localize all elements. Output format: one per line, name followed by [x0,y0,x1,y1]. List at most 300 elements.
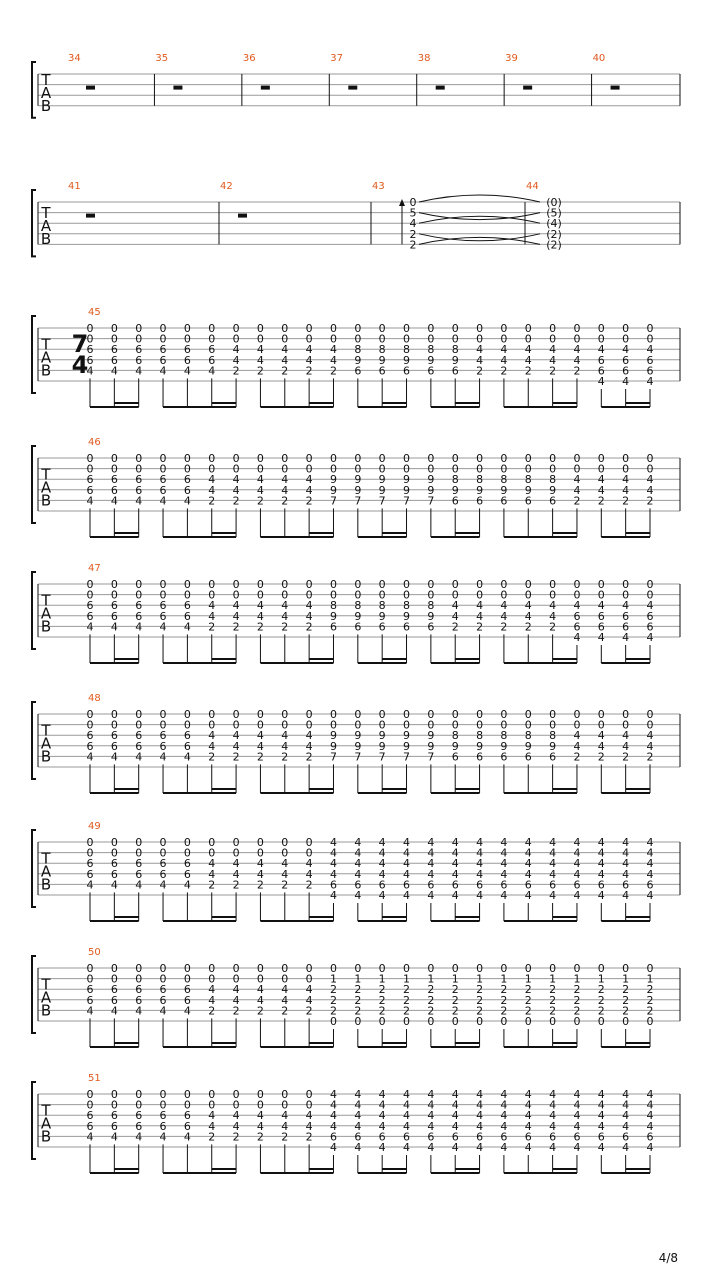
fret-number: 0 [183,962,191,975]
fret-number: 0 [597,322,605,335]
fret-number: 4 [208,739,216,753]
fret-number: 6 [208,343,216,357]
fret-number: 4 [573,867,581,881]
fret-number: 0 [622,708,630,721]
fret-number: 0 [208,452,216,465]
system-bracket [32,830,36,907]
fret-number: 4 [549,1119,557,1133]
fret-number: 4 [256,609,264,623]
fret-number: 6 [159,729,167,743]
fret-number: 6 [622,620,630,634]
fret-number: 4 [329,343,337,357]
fret-number: 0 [135,718,143,732]
fret-number: 6 [159,609,167,623]
fret-number: 4 [403,1109,411,1123]
fret-number: 4 [451,609,459,623]
fret-number: 9 [451,353,459,367]
fret-number: 1 [329,972,337,986]
fret-number: 6 [549,878,557,892]
fret-number: 8 [476,729,484,743]
fret-number: 4 [305,857,313,871]
fret-number: 4 [305,473,313,487]
fret-number: 0 [305,962,313,975]
fret-number: 0 [500,578,508,591]
fret-number: 4 [476,353,484,367]
fret-number: 0 [549,452,557,465]
fret-number: 2 [354,1004,362,1018]
fret-number: 4 [451,867,459,881]
fret-number: 0 [256,588,264,602]
fret-number: 0 [476,962,484,975]
fret-number: 0 [427,962,435,975]
fret-number: 0 [281,452,289,465]
tab-clef-letter: T [41,204,51,223]
fret-number: 0 [427,708,435,721]
tab-clef-letter: A [40,348,52,367]
fret-number: 9 [427,483,435,497]
fret-number: 8 [524,729,532,743]
fret-number: 7 [427,750,435,764]
fret-number: 4 [281,343,289,357]
fret-number: 4 [329,857,337,871]
fret-number: 0 [232,972,240,986]
tab-clef-letter: B [40,491,52,510]
fret-number: 9 [427,353,435,367]
whole-rest [238,214,247,218]
fret-number: 4 [622,343,630,357]
fret-number: 0 [451,322,459,335]
fret-number: 0 [208,578,216,591]
fret-number: 4 [573,1109,581,1123]
fret-number: 0 [622,322,630,335]
fret-number: 0 [597,1015,605,1028]
fret-number: 0 [281,332,289,346]
fret-number: 0 [500,322,508,335]
fret-number: 4 [646,343,654,357]
fret-number: 2 [256,620,264,634]
fret-number: 6 [159,1109,167,1123]
fret-number: 0 [549,718,557,732]
tab-clef-letter: B [40,747,52,766]
fret-number: 9 [378,483,386,497]
fret-number: 4 [646,739,654,753]
fret-number: 9 [329,609,337,623]
fret-number: 4 [305,483,313,497]
fret-number: 4 [427,1088,435,1101]
fret-number: 4 [476,1109,484,1123]
fret-number: 6 [86,857,94,871]
fret-number: 4 [622,846,630,860]
fret-number: 4 [208,1119,216,1133]
fret-number: 0 [403,588,411,602]
fret-number: 0 [183,462,191,476]
fret-number: 2 [524,993,532,1007]
fret-number: 4 [110,1130,118,1144]
measure-number: 49 [88,821,101,832]
fret-number: 0 [597,708,605,721]
fret-number: 0 [500,718,508,732]
fret-number: 0 [305,578,313,591]
fret-number: 2 [573,983,581,997]
fret-number: 6 [183,983,191,997]
fret-number: 4 [524,343,532,357]
fret-number: 0 [135,1088,143,1101]
fret-number: 1 [476,972,484,986]
fret-number: 0 [232,846,240,860]
fret-number: 4 [549,836,557,849]
fret-number: 6 [183,599,191,613]
whole-rest [436,86,445,90]
fret-number: 4 [110,878,118,892]
fret-number: 6 [524,750,532,764]
fret-number: 0 [86,578,94,591]
fret-number: 2 [305,364,313,378]
fret-number: 4 [622,836,630,849]
fret-number: 2 [451,993,459,1007]
fret-number: 6 [86,729,94,743]
fret-number: 0 [159,588,167,602]
fret-number: 6 [354,1130,362,1144]
fret-number: 0 [135,972,143,986]
fret-number: 6 [427,878,435,892]
fret-number: 4 [232,983,240,997]
fret-number: 6 [159,857,167,871]
fret-number: 1 [500,972,508,986]
fret-number: 6 [500,1130,508,1144]
fret-number: 0 [232,332,240,346]
fret-number: 0 [524,718,532,732]
fret-number: 2 [646,1004,654,1018]
fret-number: 0 [208,1088,216,1101]
fret-number: 0 [183,1098,191,1112]
fret-number: 2 [597,494,605,508]
fret-number: 2 [549,983,557,997]
fret-number: 4 [622,473,630,487]
fret-number: 6 [110,353,118,367]
fret-number: 6 [597,620,605,634]
fret-number: 0 [451,962,459,975]
fret-number: 6 [86,473,94,487]
fret-number: 0 [256,846,264,860]
fret-number: 0 [329,332,337,346]
fret-number: 0 [110,452,118,465]
fret-number: 6 [86,343,94,357]
fret-number: 2 [573,993,581,1007]
fret-number: 9 [451,483,459,497]
fret-number: 6 [110,609,118,623]
fret-number: 4 [378,1119,386,1133]
fret-number: 2 [329,1004,337,1018]
fret-number: 2 [232,620,240,634]
fret-number: 4 [622,729,630,743]
fret-number: 4 [646,483,654,497]
fret-number: 2 [232,878,240,892]
fret-number: 4 [232,609,240,623]
fret-number: 0 [256,462,264,476]
fret-number: 4 [403,867,411,881]
measure-number: 40 [592,53,606,64]
fret-number: 2 [622,750,630,764]
fret-number: 2 [597,993,605,1007]
fret-number: 4 [110,750,118,764]
fret-number: 0 [135,462,143,476]
fret-number: 6 [86,739,94,753]
fret-number: 0 [183,708,191,721]
fret-number: 0 [281,1088,289,1101]
fret-number: 4 [451,1088,459,1101]
fret-number: 0 [451,578,459,591]
fret-number: 0 [329,1015,337,1028]
fret-number: 2 [256,878,264,892]
fret-number: 6 [183,1119,191,1133]
fret-number: 4 [451,1119,459,1133]
fret-number: 2 [573,364,581,378]
fret-number: 4 [597,473,605,487]
fret-number: 6 [476,750,484,764]
fret-number: 2 [500,993,508,1007]
fret-number: 9 [378,739,386,753]
fret-number: 9 [354,729,362,743]
fret-number: 0 [281,718,289,732]
fret-number: 0 [329,452,337,465]
fret-number: 0 [403,322,411,335]
fret-number: 2 [329,993,337,1007]
fret-number: 6 [378,364,386,378]
fret-number: 4 [500,609,508,623]
measure-number: 39 [505,53,518,64]
fret-number: 2 [378,993,386,1007]
fret-number: 4 [305,353,313,367]
fret-number: 0 [354,462,362,476]
fret-number: 0 [427,1015,435,1028]
fret-number: 0 [329,462,337,476]
fret-number: 0 [524,1015,532,1028]
fret-number: 0 [403,452,411,465]
fret-number: 4 [597,729,605,743]
fret-number: 4 [500,1088,508,1101]
fret-number: 0 [305,452,313,465]
fret-number: 4 [329,1119,337,1133]
fret-number: 4 [500,1119,508,1133]
fret-number: 2 [256,364,264,378]
tab-clef-letter: A [40,734,52,753]
fret-number: 0 [159,322,167,335]
fret-number: 0 [232,322,240,335]
page-number-text: 4/8 [658,1251,678,1265]
fret-number: 0 [86,962,94,975]
fret-number: 0 [232,1088,240,1101]
fret-number: 8 [476,473,484,487]
fret-number: 9 [549,483,557,497]
fret-number: 0 [208,836,216,849]
fret-number: 0 [378,578,386,591]
fret-number: 4 [597,343,605,357]
fret-number: 6 [110,867,118,881]
fret-number: 0 [86,972,94,986]
fret-number: 4 [500,846,508,860]
fret-number: 4 [354,836,362,849]
fret-number: 6 [500,750,508,764]
fret-number: 6 [110,729,118,743]
fret-number: 4 [573,473,581,487]
fret-number: 4 [597,1109,605,1123]
fret-number: 2 [549,1004,557,1018]
fret-number: 6 [500,494,508,508]
fret-number: 4 [646,1119,654,1133]
fret-number: 0 [354,718,362,732]
fret-number: 4 [524,857,532,871]
fret-number: 4 [549,1088,557,1101]
fret-number: 4 [646,1098,654,1112]
tab-clef-letter: B [40,361,52,380]
fret-number: 4 [451,1109,459,1123]
fret-number: 9 [476,739,484,753]
fret-number: 4 [549,1098,557,1112]
fret-number: 4 [305,1119,313,1133]
fret-number: 4 [476,867,484,881]
fret-number: 2 [476,620,484,634]
fret-number: 0 [646,962,654,975]
fret-number: 8 [403,599,411,613]
tab-clef-letter: T [41,591,51,610]
fret-number: 4 [378,867,386,881]
fret-number: 4 [573,1088,581,1101]
fret-number: 6 [597,353,605,367]
fret-number: 4 [427,1109,435,1123]
fret-number: 4 [403,857,411,871]
fret-number: 0 [281,322,289,335]
measure-number: 37 [330,53,344,64]
fret-number: 4 [378,1098,386,1112]
fret-number: 2 [329,983,337,997]
fret-number: 2 [305,620,313,634]
fret-number: 4 [232,1119,240,1133]
fret-number: 0 [183,578,191,591]
fret-number: 0 [354,962,362,975]
fret-number: 6 [646,878,654,892]
fret-number: 6 [354,364,362,378]
fret-number: 6 [110,739,118,753]
fret-number: 4 [208,857,216,871]
fret-number: 9 [354,353,362,367]
fret-number: 9 [451,739,459,753]
fret-number: 9 [378,729,386,743]
fret-number: 0 [573,718,581,732]
measure-number: 42 [220,181,233,192]
fret-number: 4 [256,599,264,613]
fret-number: 7 [329,750,337,764]
fret-number: 0 [378,962,386,975]
fret-number: 0 [476,718,484,732]
fret-number: 0 [305,462,313,476]
fret-number: 0 [110,322,118,335]
fret-number: 0 [208,462,216,476]
fret-number: 0 [646,462,654,476]
fret-number: 4 [232,1109,240,1123]
fret-number: 0 [86,836,94,849]
fret-number: (2) [546,227,562,241]
fret-number: 1 [451,972,459,986]
fret-number: 4 [329,889,337,902]
fret-number: 2 [524,364,532,378]
fret-number: 2 [646,750,654,764]
fret-number: 0 [500,962,508,975]
fret-number: 4 [451,1098,459,1112]
fret-number: 8 [427,599,435,613]
whole-rest [523,86,532,90]
fret-number: 4 [524,889,532,902]
fret-number: 4 [208,364,216,378]
fret-number: 4 [524,1098,532,1112]
fret-number: 0 [232,462,240,476]
tab-clef-letter: T [41,465,51,484]
fret-number: 4 [281,739,289,753]
fret-number: 0 [159,1088,167,1101]
fret-number: 4 [622,1098,630,1112]
measure-number: 51 [88,1073,101,1084]
fret-number: 4 [281,993,289,1007]
fret-number: 2 [281,620,289,634]
fret-number: 0 [305,846,313,860]
fret-number: 0 [135,1098,143,1112]
fret-number: 0 [232,578,240,591]
fret-number: 0 [305,708,313,721]
fret-number: 4 [354,1141,362,1154]
fret-number: 0 [622,578,630,591]
fret-number: 4 [573,353,581,367]
fret-number: 0 [597,718,605,732]
system-bracket [32,702,36,779]
fret-number: 6 [403,1130,411,1144]
fret-number: 2 [281,364,289,378]
fret-number: 0 [622,452,630,465]
fret-number: 4 [622,599,630,613]
fret-number: 8 [500,729,508,743]
fret-number: 4 [549,599,557,613]
fret-number: 6 [549,750,557,764]
fret-number: 0 [256,972,264,986]
fret-number: 6 [135,1119,143,1133]
fret-number: 4 [354,857,362,871]
fret-number: 0 [232,452,240,465]
fret-number: 4 [476,599,484,613]
fret-number: 0 [378,452,386,465]
measure-number: 48 [88,693,101,704]
fret-number: 0 [378,462,386,476]
fret-number: 0 [135,588,143,602]
fret-number: 4 [403,1119,411,1133]
fret-number: 4 [256,1119,264,1133]
fret-number: 6 [110,483,118,497]
tab-clef-letter: A [40,83,52,102]
fret-number: 6 [646,353,654,367]
fret-number: 4 [597,375,605,388]
measure-number: 41 [68,181,81,192]
fret-number: 0 [622,588,630,602]
fret-number: 2 [622,983,630,997]
fret-number: 6 [110,857,118,871]
fret-number: 4 [646,599,654,613]
fret-number: 2 [549,993,557,1007]
fret-number: 0 [256,708,264,721]
fret-number: 6 [110,343,118,357]
fret-number: 0 [135,332,143,346]
fret-number: 1 [597,972,605,986]
fret-number: 6 [183,1109,191,1123]
fret-number: 0 [476,578,484,591]
fret-number: 4 [378,1141,386,1154]
fret-number: 6 [86,599,94,613]
